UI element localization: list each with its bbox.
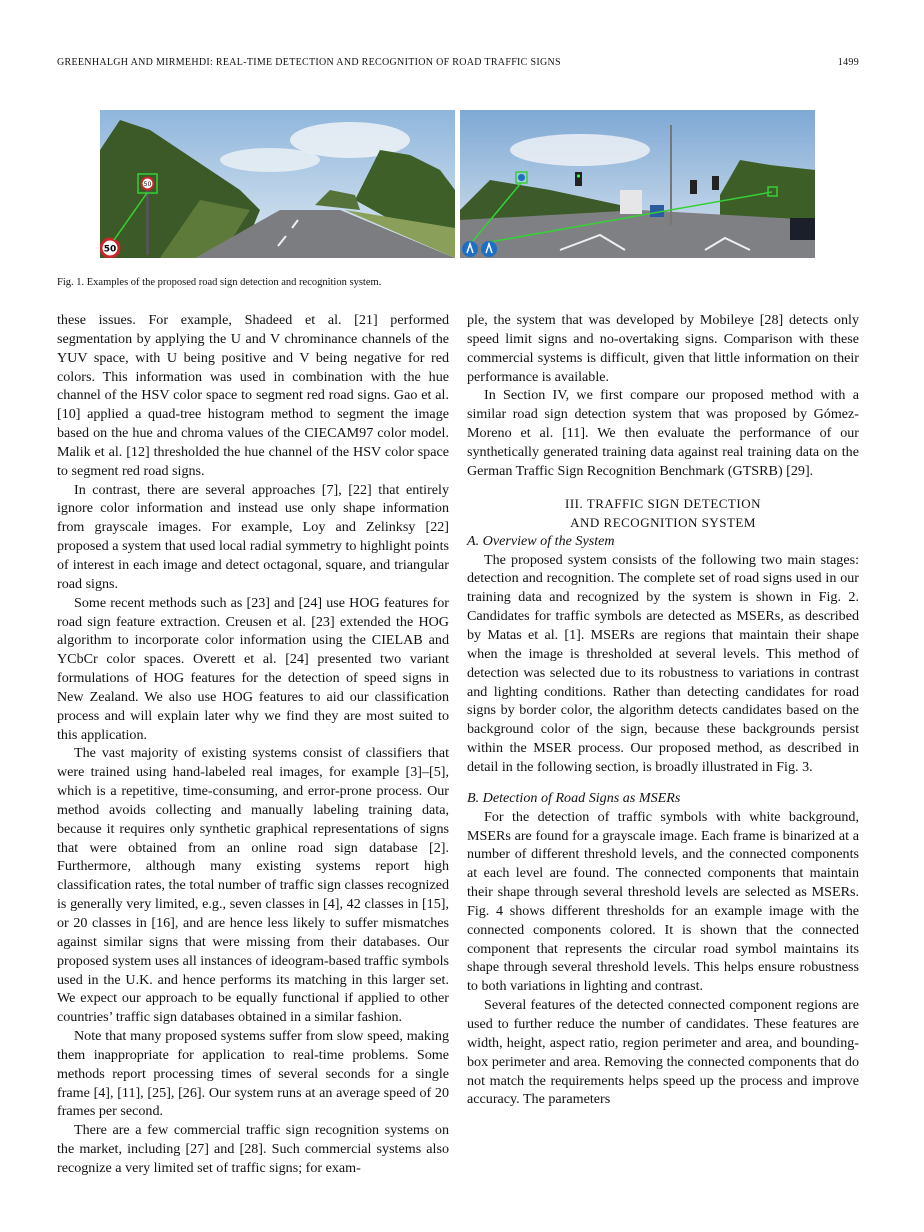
subsection-heading-b: B. Detection of Road Signs as MSERs	[467, 789, 681, 806]
paragraph: Several features of the detected connected component regions are used to further reduce the number of candidates. These features are width, height, aspect ratio, region perimeter and area, and bounding-box perimeter and area. Removing the connected components that do not match the requirements helps speed up the process and improve accuracy. The parameters	[467, 997, 859, 1108]
paragraph: For the detection of traffic symbols with white background, MSERs are found for a grayscale image. Each frame is binarized at a number of different threshold levels, and the connected components at each level are found. The connected components that maintain their shape through several threshold levels are selected as MSERs. Fig. 4 shows different thresholds for an example image with the connected components colored. It is shown that the connected component that represents the circular road symbol maintains its shape through several threshold levels. This helps ensure robustness to both variations in lighting and contrast.	[467, 808, 859, 995]
section-title-line2: AND RECOGNITION SYSTEM	[570, 514, 756, 530]
subsection-heading-a: A. Overview of the System	[467, 532, 615, 549]
section-title	[467, 494, 859, 532]
paragraph: In Section IV, we first compare our proposed method with a similar road sign detection system that was proposed by Gómez-Moreno et al. [11]. We then evaluate the performance of our synthetically generated training data against real training data on the German Traffic Sign Recognition Benchmark (GTSRB) [29].	[467, 387, 859, 479]
running-title: GREENHALGH AND MIRMEHDI: REAL-TIME DETECTION AND RECOGNITION OF ROAD TRAFFIC SIGNS	[57, 57, 561, 68]
figure-caption: Fig. 1. Examples of the proposed road sign detection and recognition system.	[57, 277, 382, 288]
road-photo-right	[460, 110, 815, 258]
paragraph: Some recent methods such as [23] and [24] use HOG features for road sign feature extraction. Creusen et al. [23] extended the HOG algorithm to incorporate color information using the CIELAB and YCbCr color spaces. Overett et al. [24] presented two variant formulations of HOG features for the detection of speed signs in New Zealand. We also use HOG features to aid our classification process and will explain later why we find they are most suited to this application.	[57, 594, 449, 743]
page-number: 1499	[837, 57, 859, 68]
paragraph: The vast majority of existing systems consist of classifiers that were trained using hand-labeled real images, for example [3]–[5], which is a repetitive, time-consuming, and error-prone process. Our method avoids collecting and manually labeling training data, because it requires only synthetic graphical representations of signs that were obtained from an online road sign database [2]. Furthermore, although many existing systems report high classification rates, the total number of traffic sign classes recognized is generally very limited, e.g., seven classes in [4], 42 classes in [15], or 20 classes in [16], and are hence less likely to suffer mismatches against similar signs that were missing from their databases. Our proposed system uses all instances of ideogram-based traffic symbols used in the U.K. and hence performs its matching in this larger set. We expect our approach to be equally functional if applied to other countries’ traffic sign databases obtained in a similar fashion.	[57, 745, 449, 1026]
paragraph: these issues. For example, Shadeed et al. [21] performed segmentation by applying the U and V chrominance channels of the YUV space, with U being positive and V being negative for red colors. This information was used in combination with the hue channel of the HSV color space to segment red road signs. Gao et al. [10] applied a quad-tree histogram method to segment the image based on the hue and chroma values of the CIECAM97 color model. Malik et al. [12] thresholded the hue channel of the HSV color space to segment red road signs.	[57, 312, 449, 479]
figure-1	[100, 110, 815, 258]
running-header	[57, 57, 859, 68]
paragraph: In contrast, there are several approaches [7], [22] that entirely ignore color information and instead use only shape information from grayscale images. For example, Loy and Zelinksy [22] proposed a system that used local radial symmetry to highlight points of interest in each image and detect octagonal, square, and triangular road signs.	[57, 481, 449, 592]
detected-sign-text: 50	[143, 181, 152, 188]
left-column	[57, 311, 449, 1178]
road-photo-left	[100, 110, 455, 258]
paragraph: The proposed system consists of the following two main stages: detection and recognition. The complete set of road signs used in our training data and recognized by the system is shown in Fig. 2. Candidates for traffic symbols are detected as MSERs, as described by Matas et al. [1]. MSERs are regions that maintain their shape when the image is thresholded at several levels. This method of detection was selected due to its robustness to variations in contrast and lighting conditions. Rather than detecting candidates for road signs by border color, the algorithm detects candidates based on the background color of the sign, because these backgrounds persist within the MSER process. Our proposed method, as described in detail in the following section, is broadly illustrated in Fig. 3.	[467, 551, 859, 775]
section-title-line1: III. TRAFFIC SIGN DETECTION	[565, 495, 761, 511]
paragraph: There are a few commercial traffic sign recognition systems on the market, including [27] and [28]. Such commercial systems also recognize a very limited set of traffic signs; for exam-	[57, 1122, 449, 1176]
paragraph: ple, the system that was developed by Mobileye [28] detects only speed limit signs and no-overtaking signs. Comparison with these commercial systems is difficult, given that little information on their performance is available.	[467, 312, 859, 385]
recognized-sign-text: 50	[103, 244, 117, 255]
paragraph: Note that many proposed systems suffer from slow speed, making them inappropriate for application to real-time problems. Some methods report processing times of several seconds for a single frame [4], [11], [25], [26]. Our system runs at an average speed of 20 frames per second.	[57, 1028, 449, 1120]
right-column	[467, 311, 859, 1109]
